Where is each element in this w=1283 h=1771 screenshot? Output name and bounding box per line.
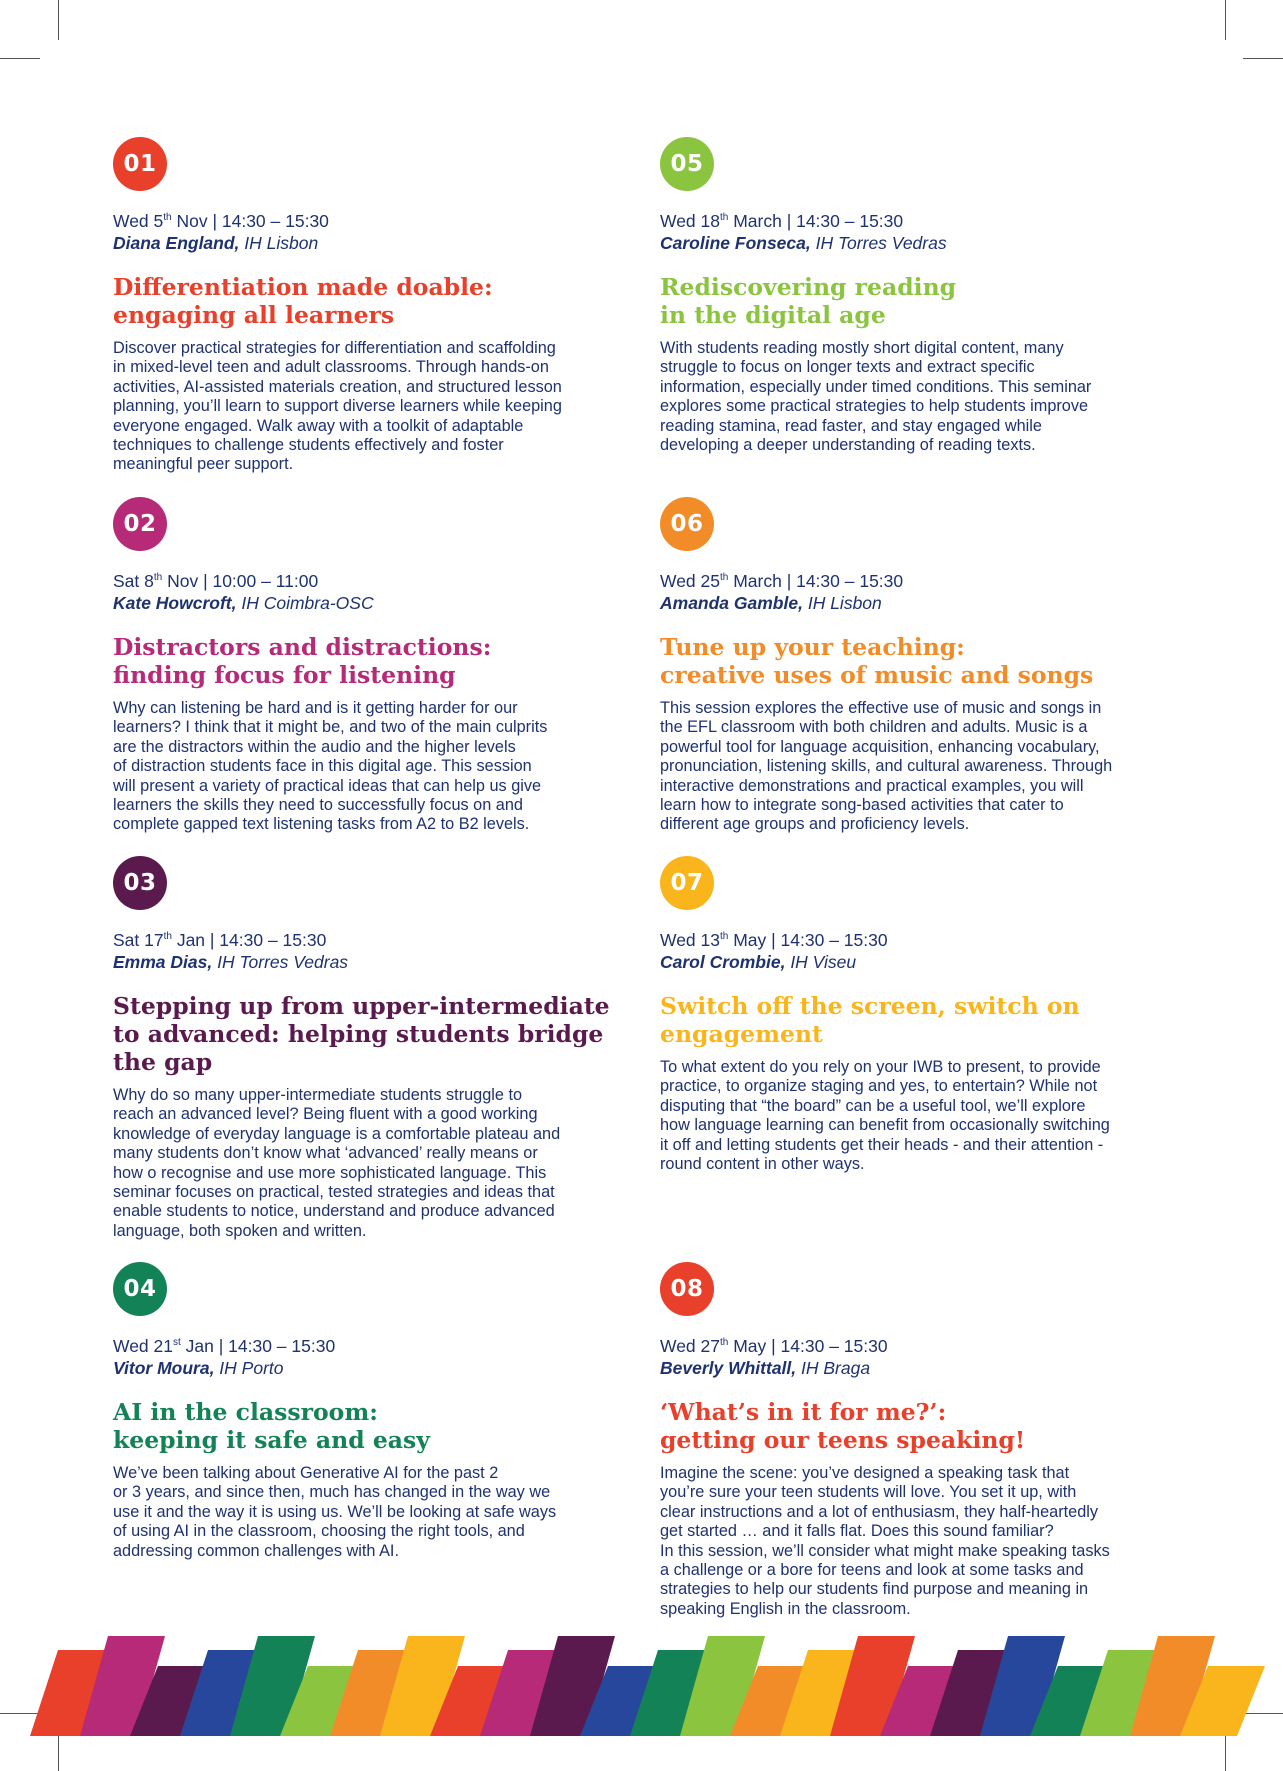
session-number-badge: 02: [113, 497, 167, 551]
session-04: [113, 1262, 633, 1561]
session-date-time: Wed 13th May | 14:30 – 15:30: [660, 930, 888, 950]
session-03: [113, 856, 633, 1241]
session-speaker: [660, 232, 1180, 254]
session-date-time: Wed 21st Jan | 14:30 – 15:30: [113, 1336, 336, 1356]
speaker-name: Caroline Fonseca,: [660, 233, 811, 253]
speaker-name: Diana England,: [113, 233, 240, 253]
session-title: Switch off the screen, switch on engagement: [660, 992, 1080, 1048]
session-number-badge: 03: [113, 856, 167, 910]
session-date-time: Wed 5th Nov | 14:30 – 15:30: [113, 211, 329, 231]
speaker-venue: IH Lisbon: [239, 233, 319, 253]
speaker-venue: IH Torres Vedras: [212, 952, 349, 972]
session-description: Why do so many upper-intermediate students struggle to reach an advanced level? Being fluent with a good working knowledge of everyday language is a comfortable plateau and many students don’t know what ‘advanced’ really means or how o recognise and use more sophisticated language. This seminar focuses on practical, tested strategies and ideas that enable students to notice, understand and produce advanced language, both spoken and written.: [113, 1086, 561, 1240]
session-description: With students reading mostly short digital content, many struggle to focus on longer texts and extract specific information, especially under timed conditions. This seminar explores some practical strategies to help students improve reading stamina, read faster, and stay engaged while developing a deeper understanding of reading texts.: [660, 339, 1092, 455]
session-title: AI in the classroom: keeping it safe and easy: [113, 1398, 430, 1454]
speaker-venue: IH Torres Vedras: [810, 233, 947, 253]
session-number-badge: 08: [660, 1262, 714, 1316]
session-speaker: [660, 592, 1180, 614]
session-speaker: [113, 951, 633, 973]
session-date-time: Sat 8th Nov | 10:00 – 11:00: [113, 571, 319, 591]
session-number-badge: 04: [113, 1262, 167, 1316]
session-speaker: [660, 1357, 1180, 1379]
session-number-badge: 01: [113, 137, 167, 191]
session-speaker: [113, 1357, 633, 1379]
session-description: This session explores the effective use of music and songs in the EFL classroom with both children and adults. Music is a powerful tool for language acquisition, enhancing vocabulary, pronunciation, listening skills, and cultural awareness. Through interactive demonstrations and practical examples, you will learn how to integrate song-based activities that cater to different age groups and proficiency levels.: [660, 699, 1113, 834]
speaker-name: Vitor Moura,: [113, 1358, 215, 1378]
speaker-venue: IH Viseu: [785, 952, 857, 972]
session-07: [660, 856, 1180, 1174]
session-description: To what extent do you rely on your IWB to present, to provide practice, to organize staging and yes, to entertain? While not disputing that “the board” can be a useful tool, we’ll explore how language learning can benefit from occasionally switching it off and letting students get their heads - and their attention - round content in other ways.: [660, 1058, 1110, 1174]
session-speaker: [113, 232, 633, 254]
session-speaker: [113, 592, 633, 614]
crop-mark: [1243, 58, 1283, 59]
session-title: Differentiation made doable: engaging all learners: [113, 273, 493, 329]
speaker-venue: IH Braga: [796, 1358, 871, 1378]
session-06: [660, 497, 1180, 835]
speaker-venue: IH Porto: [214, 1358, 284, 1378]
session-title: Distractors and distractions: finding focus for listening: [113, 633, 492, 689]
session-description: We’ve been talking about Generative AI for the past 2 or 3 years, and since then, much has changed in the way we use it and the way it is using us. We’ll be looking at safe ways of using AI in the classroom, choosing the right tools, and addressing common challenges with AI.: [113, 1464, 557, 1560]
speaker-venue: IH Coimbra-OSC: [236, 593, 374, 613]
session-08: [660, 1262, 1180, 1619]
footer-stripe-band: [0, 1620, 1283, 1742]
session-number-badge: 06: [660, 497, 714, 551]
session-date-time: Wed 25th March | 14:30 – 15:30: [660, 571, 904, 591]
crop-mark: [58, 0, 59, 40]
speaker-venue: IH Lisbon: [802, 593, 882, 613]
session-title: Stepping up from upper-intermediate to advanced: helping students bridge the gap: [113, 992, 610, 1076]
session-02: [113, 497, 633, 835]
session-05: [660, 137, 1180, 455]
session-number-badge: 05: [660, 137, 714, 191]
crop-mark: [0, 58, 40, 59]
session-date-time: Wed 18th March | 14:30 – 15:30: [660, 211, 904, 231]
session-title: Rediscovering reading in the digital age: [660, 273, 957, 329]
session-01: [113, 137, 633, 475]
speaker-name: Carol Crombie,: [660, 952, 786, 972]
session-title: Tune up your teaching: creative uses of music and songs: [660, 633, 1094, 689]
speaker-name: Kate Howcroft,: [113, 593, 237, 613]
speaker-name: Emma Dias,: [113, 952, 213, 972]
crop-mark: [1225, 0, 1226, 40]
session-description: Discover practical strategies for differentiation and scaffolding in mixed-level teen and adult classrooms. Through hands-on activities, AI-assisted materials creation, and structured lesson planning, you’ll learn to support diverse learners while keeping everyone engaged. Walk away with a toolkit of adaptable techniques to challenge students effectively and foster meaningful peer support.: [113, 339, 562, 474]
speaker-name: Beverly Whittall,: [660, 1358, 797, 1378]
session-date-time: Sat 17th Jan | 14:30 – 15:30: [113, 930, 327, 950]
session-description: Why can listening be hard and is it getting harder for our learners? I think that it might be, and two of the main culprits are the distractors within the audio and the higher levels of distraction students face in this digital age. This session will present a variety of practical ideas that can help us give learners the skills they need to successfully focus on and complete gapped text listening tasks from A2 to B2 levels.: [113, 699, 548, 834]
session-number-badge: 07: [660, 856, 714, 910]
session-speaker: [660, 951, 1180, 973]
speaker-name: Amanda Gamble,: [660, 593, 803, 613]
session-description: Imagine the scene: you’ve designed a speaking task that you’re sure your teen students will love. You set it up, with clear instructions and a lot of enthusiasm, they half-heartedly get started … and it falls flat. Does this sound familiar? In this session, we’ll consider what might make speaking tasks a challenge or a bore for teens and look at some tasks and strategies to help our students find purpose and meaning in speaking English in the classroom.: [660, 1464, 1110, 1618]
session-date-time: Wed 27th May | 14:30 – 15:30: [660, 1336, 888, 1356]
session-title: ‘What’s in it for me?’: getting our teens speaking!: [660, 1398, 1026, 1454]
